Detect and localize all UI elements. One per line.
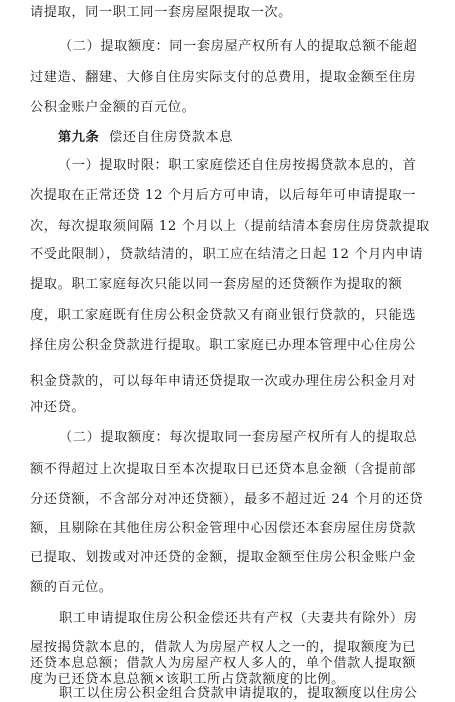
text-line: 提取。职工家庭每次只能以同一套房屋的还贷额作为提取的额 (30, 277, 403, 292)
text-line: 不受此限制），贷款结清的，职工应在结清之日起 12 个月内申请 (30, 247, 424, 262)
text-line: 已提取、划拨或对冲还贷的金额，提取金额至住房公积金账户金 (30, 550, 417, 565)
text-line: （一）提取时限：职工家庭偿还自住房按揭贷款本息的，首 (58, 158, 417, 173)
text-line: 积金贷款的，可以每年申请还贷提取一次或办理住房公积金月对 (30, 374, 417, 389)
text-line: （二）提取额度：同一套房屋产权所有人的提取总额不能超 (59, 39, 418, 54)
text-line: 冲还贷。 (30, 400, 86, 415)
text-line: 次提取在正常还贷 12 个月后方可申请，以后每年可申请提取一 (30, 188, 417, 203)
text-line: 分还贷额，不含部分对冲还贷额），最多不超过近 24 个月的还贷 (30, 492, 424, 507)
text-line: 公积金账户金额的百元位。 (30, 100, 196, 115)
text-line: 职工以住房公积金组合贷款申请提取的，提取额度以住房公 (59, 686, 418, 701)
text-line: 请提取，同一职工同一套房屋限提取一次。 (30, 5, 292, 20)
text-line: 还贷本息总额；借款人为房屋产权人多人的，单个借款人提取额 (30, 656, 417, 671)
text-line: 过建造、翻建、大修自住房实际支付的总费用，提取金额至住房 (30, 70, 417, 85)
text-line: 度，职工家庭既有住房公积金贷款又有商业银行贷款的，只能选 (30, 308, 417, 323)
article-title: 偿还自住房贷款本息 (108, 130, 234, 145)
text-line: 额的百元位。 (30, 580, 113, 595)
text-line: 次，每次提取须间隔 12 个月以上（提前结清本套房住房贷款提取 (30, 219, 430, 234)
text-line: 额，且剔除在其他住房公积金管理中心因偿还本套房屋住房贷款 (30, 521, 417, 536)
article-heading (58, 130, 455, 146)
text-line: 额不得超过上次提取日至本次提取日已还贷本息金额（含提前部 (30, 462, 417, 477)
text-line: 职工申请提取住房公积金偿还共有产权（夫妻共有除外）房 (59, 611, 418, 626)
text-line: （二）提取额度：每次提取同一套房屋产权所有人的提取总 (59, 430, 418, 445)
article-label: 第九条 (58, 130, 100, 145)
text-line: 度为已还贷本息总额×该职工所占贷款额度的比例。 (30, 672, 345, 687)
text-line: 屋按揭贷款本息的，借款人为房屋产权人之一的，提取额度为已 (30, 640, 417, 655)
text-line: 择住房公积金贷款进行提取。职工家庭已办理本管理中心住房公 (30, 338, 417, 353)
